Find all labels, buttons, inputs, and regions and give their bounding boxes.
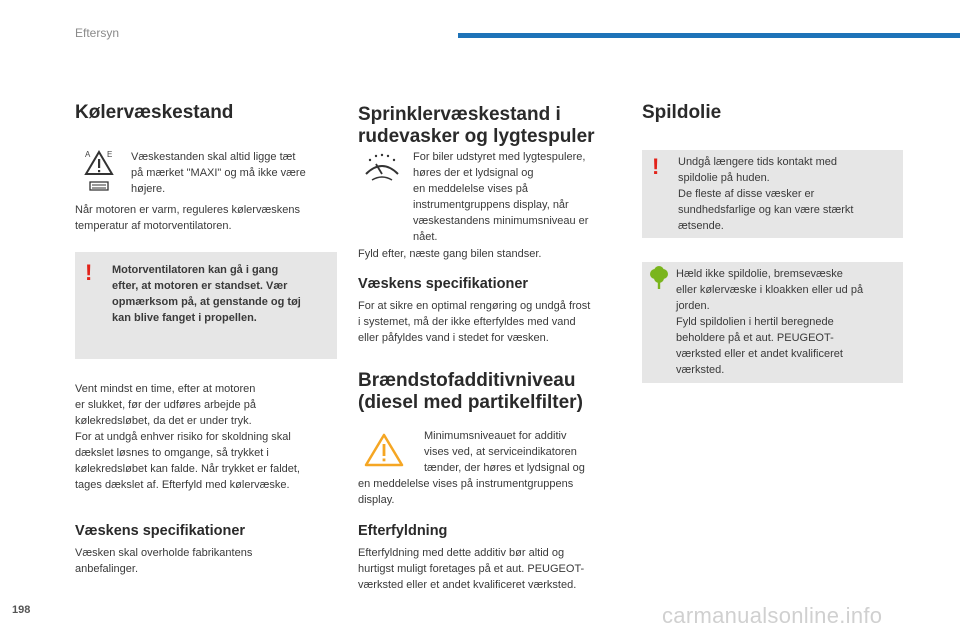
header-bar bbox=[458, 33, 960, 38]
washer-icon-text: For biler udstyret med lygtespulere, høres der et lydsignal og en meddelelse vises på instrumentgruppens display, når væskestandens minimumsniveau er nået. bbox=[413, 151, 589, 243]
refill-title: Efterfyldning bbox=[358, 523, 448, 539]
tree-icon bbox=[648, 266, 670, 290]
washer-fluid-icon bbox=[362, 152, 402, 188]
eco-info-text: Hæld ikke spildolie, bremsevæske eller kølervæske i kloakken eller ud på jorden. Fyld spildolien i hertil beregnede beholdere på et aut. PEUGEOT- værksted eller et andet kvalificeret værksted. bbox=[676, 268, 864, 376]
watermark: carmanualsonline.info bbox=[662, 603, 883, 628]
page-number: 198 bbox=[12, 604, 31, 616]
exclamation-icon: ! bbox=[652, 154, 660, 179]
refill-body: Efterfyldning med dette additiv bør altid og hurtigst muligt foretages på et aut. PEUGEOT- værksted eller et andet kvalificeret værksted. bbox=[358, 547, 585, 591]
coolant-spec-text: Væsken skal overholde fabrikantens anbefalinger. bbox=[75, 547, 253, 575]
additive-title: Brændstofadditivniveau (diesel med partikelfilter) bbox=[358, 370, 583, 413]
additive-icon-text: Minimumsniveauet for additiv vises ved, at serviceindikatoren tænder, der høres et lydsignal og bbox=[424, 430, 585, 474]
coolant-warning-icon bbox=[84, 148, 114, 192]
oil-warning-box bbox=[642, 150, 903, 238]
washer-refill-text: Fyld efter, næste gang bilen standser. bbox=[358, 248, 542, 260]
waste-oil-title: Spildolie bbox=[642, 102, 722, 123]
caution-triangle-icon bbox=[364, 432, 404, 468]
coolant-spec-title: Væskens specifikationer bbox=[75, 523, 246, 539]
svg-text:A: A bbox=[85, 150, 91, 159]
washer-title: Sprinklervæskestand i rudevasker og lygtespuler bbox=[358, 104, 595, 147]
fan-warning-text: Motorventilatoren kan gå i gang efter, at motoren er standset. Vær opmærksom på, at genstande og tøj kan blive fanget i propellen. bbox=[112, 264, 301, 324]
section-label: Eftersyn bbox=[75, 26, 120, 40]
coolant-title: Kølervæskestand bbox=[75, 102, 234, 123]
eco-info-box bbox=[642, 262, 903, 383]
exclamation-icon: ! bbox=[85, 260, 93, 285]
additive-text: en meddelelse vises på instrumentgruppens display. bbox=[358, 478, 574, 506]
fan-warning-box bbox=[75, 252, 337, 359]
oil-warning-text: Undgå længere tids kontakt med spildolie på huden. De fleste af disse væsker er sundhedsfarlige og kan være stærkt ætsende. bbox=[678, 156, 854, 232]
washer-spec-text: For at sikre en optimal rengøring og undgå frost i systemet, må der ikke efterfyldes med vand eller påfyldes vand i stedet for væsken. bbox=[358, 300, 591, 344]
svg-text:E: E bbox=[107, 150, 113, 159]
washer-spec-title: Væskens specifikationer bbox=[358, 276, 529, 292]
coolant-para2: Vent mindst en time, efter at motoren er slukket, før der udføres arbejde på kølekredsløbet, da det er under tryk. For at undgå enhver risiko for skoldning skal dækslet løsnes to omgange, så trykket i kølekredsløbet kan falde. Når trykket er faldet, tages dækslet af. Efterfyld med kølervæske. bbox=[75, 383, 300, 491]
coolant-para1: Når motoren er varm, reguleres kølervæskens temperatur af motorventilatoren. bbox=[75, 204, 300, 232]
coolant-icon-text: Væskestanden skal altid ligge tæt på mærket "MAXI" og må ikke være højere. bbox=[131, 151, 306, 195]
